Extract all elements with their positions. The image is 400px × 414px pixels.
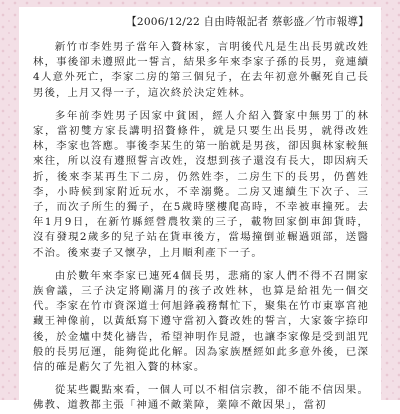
article-paragraph-4: 從某些觀點來看，一個人可以不相信宗教，卻不能不信因果。佛教、道教都主張「神通不敵業障，業障不敵因果」，當初 [33, 384, 369, 412]
article-paragraph-3: 由於數年來李家已連死4個長男，悲痛的家人們不得不召開家族會議，三子決定將剛滿月的孩子改姓林，也算是給祖先一個交代。李家在竹市資深道士何旭鋒義務幫忙下，聚集在竹市東寧宮祂藏王神像前，以黃紙寫下遵守當初入贅改姓的誓言，大家簽字捺印後，於金爐中焚化禱告，希望神明作見證，也讓李家像是受到詛咒般的長男厄運，能夠從此化解。因為家族歷經如此多意外後，已深信的確是虧欠了先祖入贅的林家。 [33, 269, 369, 374]
article-paragraph-1: 新竹市李姓男子當年入贅林家，言明後代凡是生出長男就改姓林，事後卻未遵照此一誓言，結果多年來李家子孫的長男，竟連續4人意外死亡，李家二房的第三個兒子，在去年初意外輾死自己長男後，上月又得一子，這次終於決定姓林。 [33, 41, 369, 99]
news-article [19, 7, 381, 412]
article-paragraph-2: 多年前李姓男子因家中貧困，經人介紹入贅家中無男丁的林家，當初雙方家長講明招贅條件，就是只要生出長男，就得改姓林，李家也答應。事後李某生的第一胎就是男孩，卻因與林家較無來往，所以沒有遵照誓言改姓，沒想到孩子還沒有長大，即因病夭折，後來李某再生下二房，仍然姓李，二房生下的長男，仍舊姓李，小時候到家附近玩水，不幸溺斃。二房又連續生下次子、三子，而次子所生的獨子，在5歲時墜樓爬高時，不幸被車撞死。去年1月9日，在新竹縣經營農牧業的三子，載物回家倒車卸貨時，沒有發現2歲多的兒子站在貨車後方，當場撞倒並輾過頭部，送醫不治。後來妻子又懷孕，上月順利產下一子。 [33, 109, 369, 259]
article-byline: 【2006/12/22 自由時報記者 蔡彰盛／竹市報導】 [126, 16, 369, 28]
